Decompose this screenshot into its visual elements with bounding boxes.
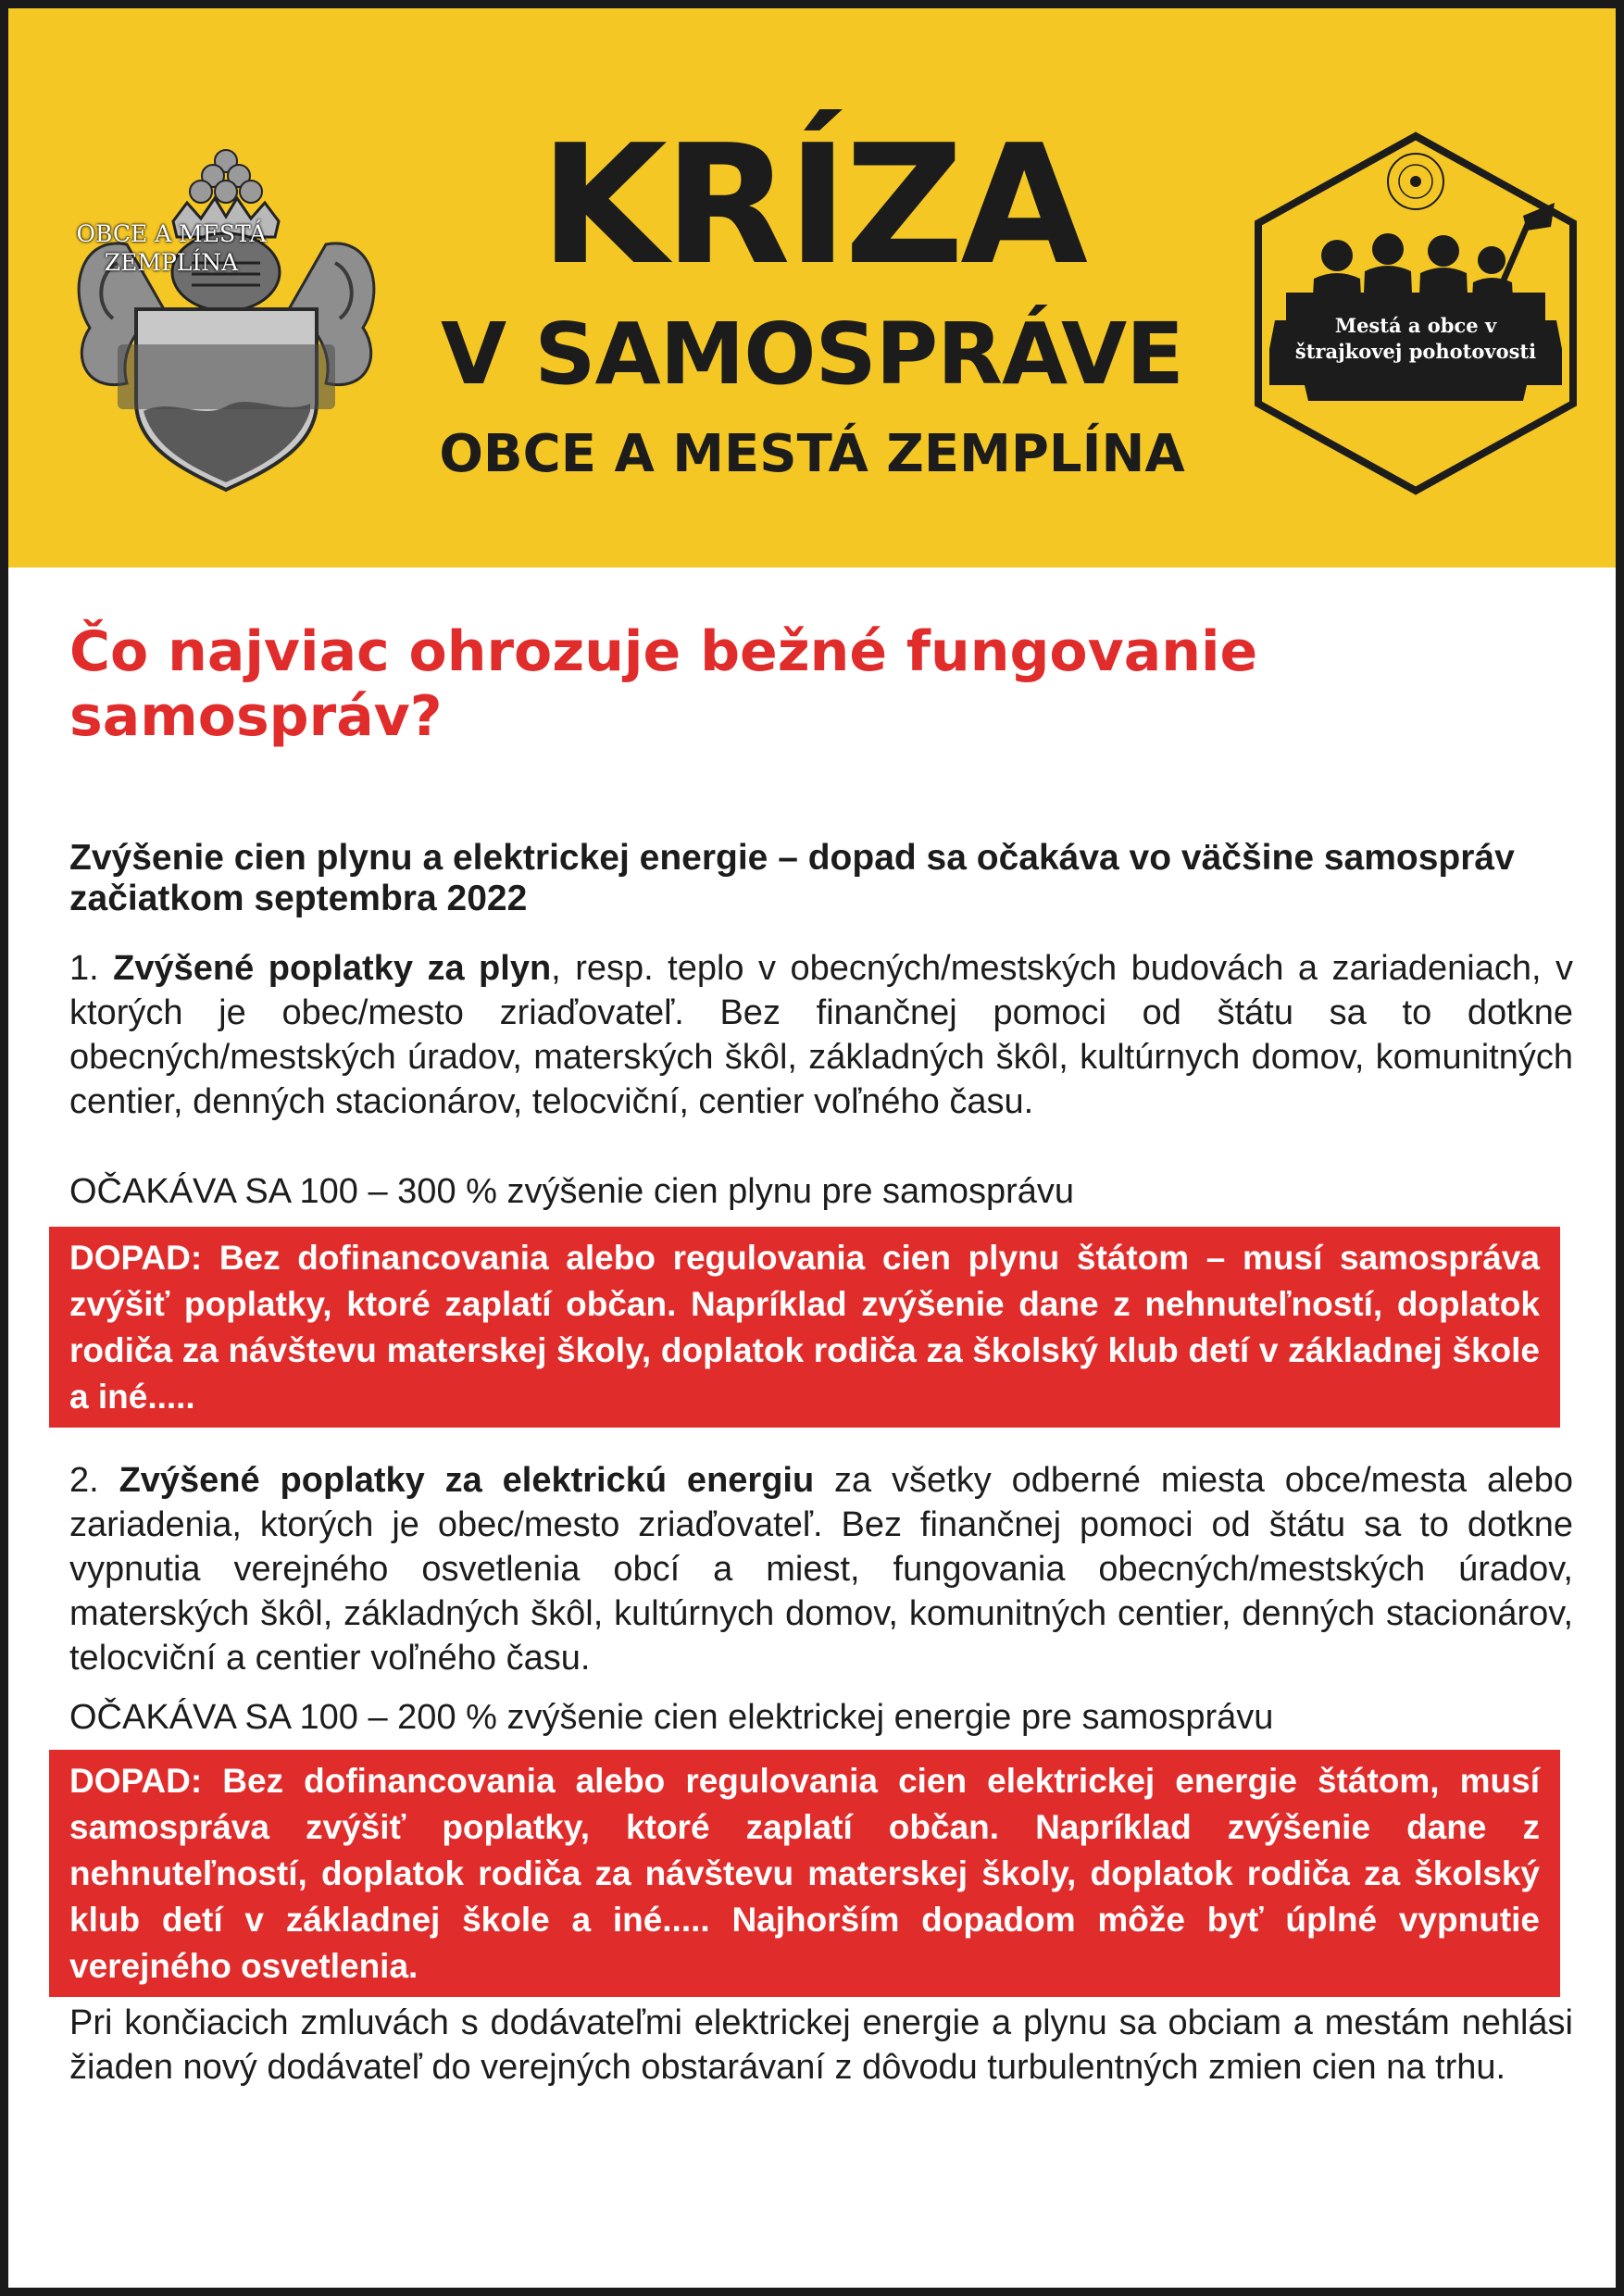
organization-title: OBCE A MESTÁ ZEMPLÍNA: [439, 424, 1185, 484]
gas-fees-paragraph: [69, 946, 1573, 1124]
gas-expectation-line: OČAKÁVA SA 100 – 300 % zvýšenie cien plynu pre samosprávu: [69, 1172, 1075, 1211]
header-band: [8, 8, 1616, 568]
electricity-expectation-line: OČAKÁVA SA 100 – 200 % zvýšenie cien elektrickej energie pre samosprávu: [69, 1698, 1274, 1737]
crest-label-line-2: ZEMPLÍNA: [104, 249, 239, 276]
item-2-bold: Zvýšené poplatky za elektrickú energiu: [119, 1461, 815, 1500]
question-heading: Čo najviac ohrozuje bežné fungovanie samospráv?: [69, 619, 1258, 749]
badge-label-line-2: štrajkovej pohotovosti: [1294, 340, 1537, 363]
item-2-number: 2.: [69, 1461, 119, 1500]
badge-label-line-1: Mestá a obce v: [1334, 314, 1497, 337]
crest-label-line-1: OBCE A MESTÁ: [76, 220, 267, 247]
badge-label: [1257, 313, 1574, 365]
sub-title: V SAMOSPRÁVE: [441, 305, 1183, 404]
item-1-number: 1.: [69, 949, 114, 988]
electricity-fees-paragraph: [69, 1458, 1573, 1680]
closing-paragraph: Pri končiacich zmluvách s dodávateľmi elektrickej energie a plynu sa obciam a mestám nehlási žiaden nový dodávateľ do verejných obstarávaní z dôvodu turbulentných zmien cien na trhu.: [69, 2003, 1573, 2087]
item-2-text: za všetky odberné miesta obce/mesta alebo zariadenia, ktorých je obec/mesto zriaďovateľ. Bez finančnej pomoci od štátu sa to dotkne vypnutia verejného osvetlenia obcí a miest, fungovania obecných/mestských úradov, materských škôl, základných škôl, kultúrnych domov, komunitných centier, denných stacionárov, telocviční a centier voľného času.: [69, 1461, 1573, 1678]
gas-impact-box: DOPAD: Bez dofinancovania alebo regulovania cien plynu štátom – musí samospráva zvýšiť poplatky, ktoré zaplatí občan. Napríklad zvýšenie dane z nehnuteľností, doplatok rodiča za návštevu materskej školy, doplatok rodiča za školský klub detí v základnej škole a iné.....: [49, 1227, 1560, 1428]
item-1-text: , resp. teplo v obecných/mestských budovách a zariadeniach, v ktorých je obec/mesto zriaďovateľ. Bez finančnej pomoci od štátu sa to dotkne obecných/mestských úradov, materských škôl, základných škôl, kultúrnych domov, komunitných centier, denných stacionárov, telocviční, centier voľného času.: [69, 949, 1574, 1121]
main-title: KRÍZA: [539, 109, 1085, 301]
item-1-bold: Zvýšené poplatky za plyn: [113, 949, 552, 988]
energy-subheading: Zvýšenie cien plynu a elektrickej energie – dopad sa očakáva vo väčšine samospráv začiatkom septembra 2022: [69, 838, 1515, 918]
electricity-impact-box: DOPAD: Bez dofinancovania alebo regulovania cien elektrickej energie štátom, musí samospráva zvýšiť poplatky, ktoré zaplatí občan. Napríklad zvýšenie dane z nehnuteľností, doplatok rodiča za návštevu materskej školy, doplatok rodiča za školský klub detí v základnej škole a iné..... Najhorším dopadom môže byť úplné vypnutie verejného osvetlenia.: [49, 1750, 1560, 1997]
